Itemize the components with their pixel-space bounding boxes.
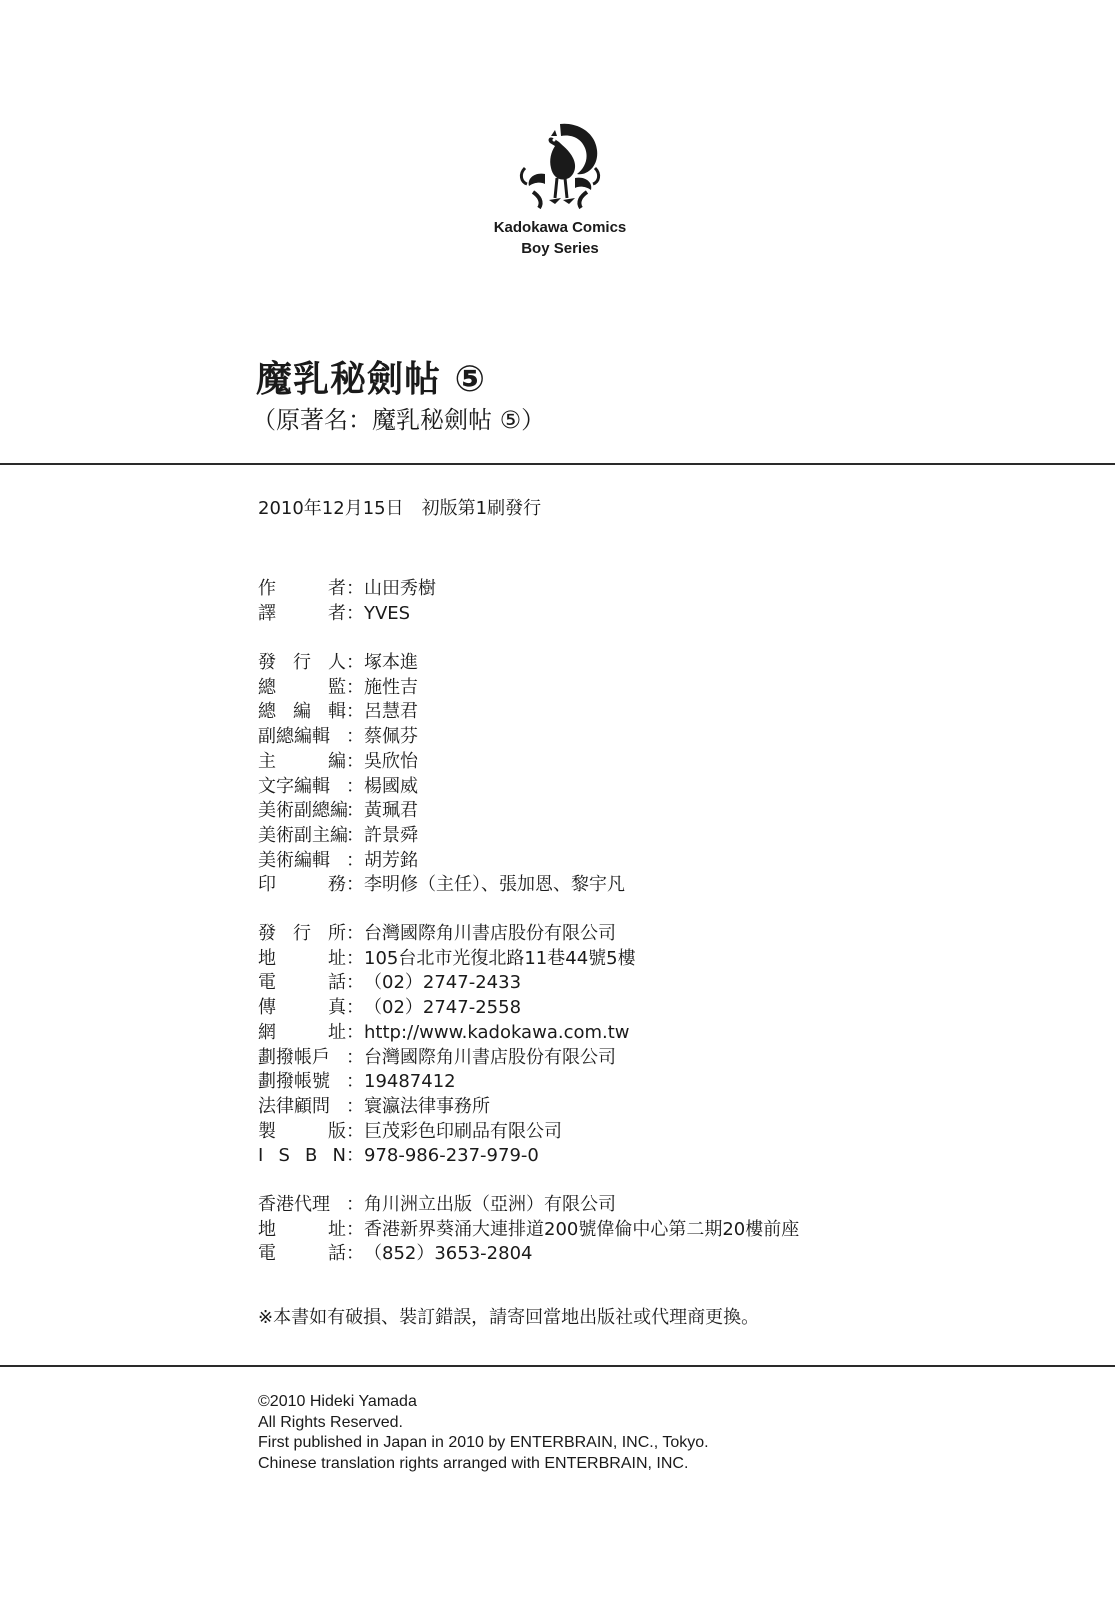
credit-row — [258, 996, 636, 1021]
credit-separator: ： — [346, 750, 364, 772]
credit-label: 主 編 — [258, 750, 346, 772]
credit-label: 地 址 — [258, 1218, 346, 1240]
credit-separator: ： — [346, 1021, 364, 1043]
credit-label: 電 話 — [258, 972, 346, 994]
credit-separator: ： — [346, 775, 364, 797]
credit-value: http://www.kadokawa.com.tw — [364, 1021, 630, 1043]
credit-row — [258, 799, 625, 824]
credit-row — [258, 700, 625, 725]
credit-value: 台灣國際角川書店股份有限公司 — [364, 923, 616, 944]
credit-label: 製 版 — [258, 1120, 346, 1142]
credit-row — [258, 1021, 636, 1046]
credit-label: 電 話 — [258, 1243, 346, 1265]
credit-label: 劃撥帳戶 — [258, 1046, 330, 1068]
credit-separator: ： — [346, 726, 364, 748]
credit-label: 美術編輯 — [258, 849, 330, 871]
credit-value: 角川洲立出版（亞洲）有限公司 — [364, 1194, 616, 1215]
credit-row — [258, 873, 625, 898]
credit-value: 105台北市光復北路11巷44號5樓 — [364, 947, 636, 969]
credit-label: 網 址 — [258, 1021, 346, 1043]
credit-value: 寰瀛法律事務所 — [364, 1095, 490, 1117]
credit-separator: ： — [346, 1095, 364, 1117]
credit-label: 劃撥帳號 — [258, 1071, 330, 1093]
replacement-notice: ※本書如有破損、裝訂錯誤，請寄回當地出版社或代理商更換。 — [258, 1307, 760, 1328]
credit-separator: ： — [346, 800, 364, 822]
translation-rights-line: Chinese translation rights arranged with ENTERBRAIN, INC. — [258, 1454, 689, 1472]
credit-separator: ： — [346, 923, 364, 944]
credit-label: 發 行 人 — [258, 652, 346, 673]
credit-value: 吳欣怡 — [364, 750, 418, 772]
credit-row — [258, 922, 636, 947]
credit-label: 作 者 — [258, 578, 346, 599]
credit-row — [258, 725, 625, 750]
credit-row — [258, 577, 436, 602]
credit-row — [258, 1193, 799, 1218]
credit-label: 地 址 — [258, 947, 346, 969]
credit-row — [258, 651, 625, 676]
credit-row — [258, 676, 625, 701]
author-credits — [258, 577, 436, 626]
credit-label: 總 編 輯 — [258, 701, 346, 723]
credit-separator: ： — [346, 1071, 364, 1093]
credit-label: 香港代理 — [258, 1194, 330, 1215]
credit-row — [258, 1046, 636, 1071]
edition-date: 2010年12月15日 初版第1刷發行 — [258, 498, 542, 519]
credit-row — [258, 775, 625, 800]
publisher-info — [258, 922, 636, 1169]
credit-value: 蔡佩芬 — [364, 726, 418, 748]
credit-row — [258, 1218, 799, 1243]
credit-separator: ： — [346, 1120, 364, 1142]
credit-label: 副總編輯 — [258, 726, 330, 748]
first-published-line: First published in Japan in 2010 by ENTERBRAIN, INC., Tokyo. — [258, 1434, 709, 1451]
kadokawa-logo — [470, 116, 650, 258]
credit-row — [258, 1070, 636, 1095]
credit-label: I S B N — [258, 1145, 346, 1167]
credit-row — [258, 1242, 799, 1267]
credit-label: 總 監 — [258, 676, 346, 698]
credit-value: 巨茂彩色印刷品有限公司 — [364, 1120, 562, 1142]
credit-separator: ： — [346, 947, 364, 969]
credit-row — [258, 947, 636, 972]
credit-value: 胡芳銘 — [364, 849, 418, 871]
phoenix-icon — [515, 116, 605, 216]
credit-separator: ： — [346, 849, 364, 871]
credit-label: 美術副主編 — [258, 824, 348, 846]
credit-value: 李明修（主任）、張加恩、黎宇凡 — [364, 874, 625, 896]
book-title: 魔乳秘劍帖 ⑤ — [256, 359, 487, 400]
credit-label: 文字編輯 — [258, 775, 330, 797]
credit-separator: ： — [346, 1145, 364, 1167]
rights-line: All Rights Reserved. — [258, 1413, 403, 1431]
credit-value: （02）2747-2558 — [364, 997, 522, 1019]
credit-value: 黃珮君 — [364, 800, 418, 822]
logo-line-2: Boy Series — [521, 240, 599, 257]
hong-kong-agent-info — [258, 1193, 799, 1267]
credit-value: 許景舜 — [364, 824, 418, 846]
credit-row — [258, 824, 625, 849]
credit-value: 呂慧君 — [364, 701, 418, 723]
credit-label: 美術副總編 — [258, 800, 348, 822]
credit-value: 塚本進 — [364, 652, 418, 673]
credit-separator: ： — [346, 652, 364, 673]
credit-separator: ： — [346, 824, 364, 846]
credit-separator: ： — [346, 997, 364, 1019]
credit-separator: ： — [346, 1243, 364, 1265]
credit-label: 譯 者 — [258, 602, 346, 624]
credit-separator: ： — [346, 602, 364, 624]
credit-row — [258, 1120, 636, 1145]
copyright-block — [258, 1392, 709, 1474]
credit-row — [258, 1095, 636, 1120]
credit-separator: ： — [346, 701, 364, 723]
original-title: （原著名：魔乳秘劍帖 ⑤） — [252, 406, 546, 434]
credit-label: 印 務 — [258, 874, 346, 896]
credit-value: YVES — [364, 602, 411, 624]
staff-credits — [258, 651, 625, 898]
credit-label: 法律顧問 — [258, 1095, 330, 1117]
credit-value: 978-986-237-979-0 — [364, 1145, 539, 1167]
credit-value: 山田秀樹 — [364, 578, 436, 599]
credit-separator: ： — [346, 972, 364, 994]
credit-row — [258, 1144, 636, 1169]
credit-row — [258, 750, 625, 775]
credit-separator: ： — [346, 1218, 364, 1240]
credit-value: （852）3653-2804 — [364, 1243, 533, 1265]
credit-value: 香港新界葵涌大連排道200號偉倫中心第二期20樓前座 — [364, 1218, 800, 1240]
credit-label: 傳 真 — [258, 997, 346, 1019]
credit-value: （02）2747-2433 — [364, 972, 522, 994]
divider-top — [0, 463, 1115, 465]
credit-value: 台灣國際角川書店股份有限公司 — [364, 1046, 616, 1068]
credit-separator: ： — [346, 1194, 364, 1215]
credit-value: 19487412 — [364, 1071, 456, 1093]
credit-separator: ： — [346, 1046, 364, 1068]
credit-separator: ： — [346, 874, 364, 896]
credit-label: 發 行 所 — [258, 923, 346, 944]
credit-value: 楊國威 — [364, 775, 418, 797]
copyright-line: ©2010 Hideki Yamada — [258, 1393, 417, 1410]
credit-row — [258, 971, 636, 996]
credit-row — [258, 602, 436, 627]
credit-row — [258, 849, 625, 874]
logo-line-1: Kadokawa Comics — [493, 219, 627, 236]
credit-value: 施性吉 — [364, 676, 418, 698]
credit-separator: ： — [346, 578, 364, 599]
divider-bottom — [0, 1365, 1115, 1367]
credit-separator: ： — [346, 676, 364, 698]
